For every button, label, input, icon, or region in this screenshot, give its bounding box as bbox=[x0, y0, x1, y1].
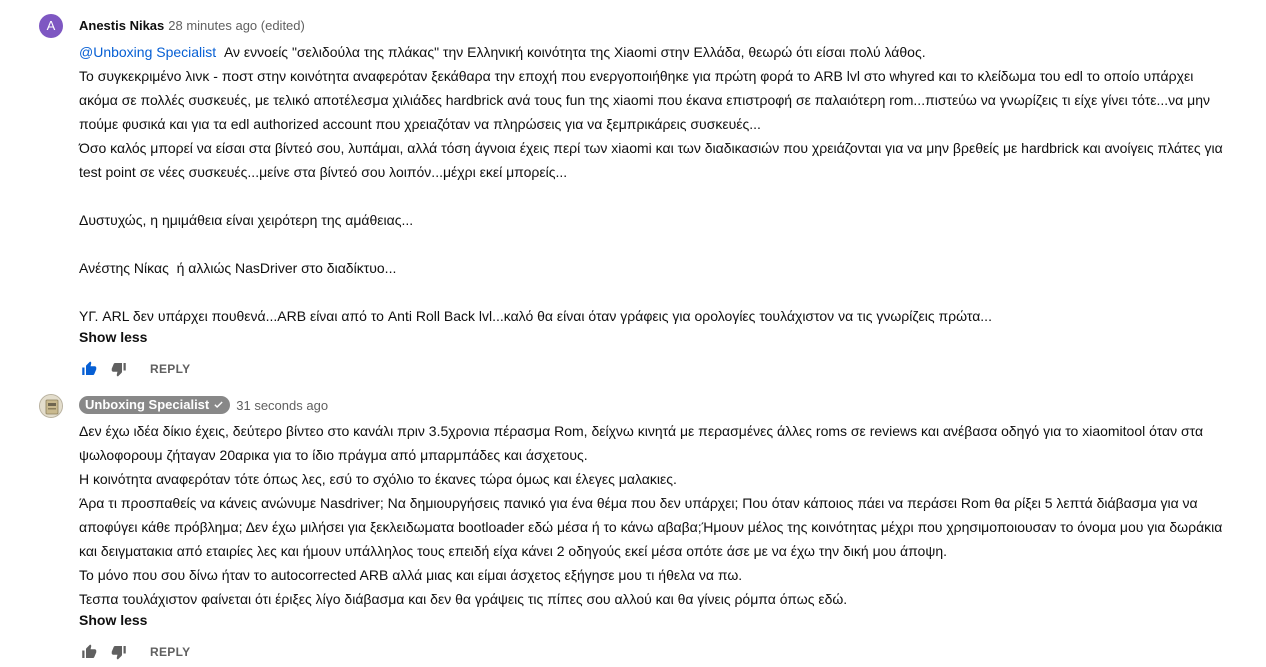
comment-line: Η κοινότητα αναφερόταν τότε όπως λες, εσύ το σχόλιο το έκανες τώρα όμως και έλεγες μαλακιες. bbox=[79, 471, 677, 487]
comment-line: Όσο καλός μπορεί να είσαι στα βίντεό σου, λυπάμαι, αλλά τόση άγνοια έχεις περί των xiaomi και των διαδικασιών που χρειάζονται για να μην βρεθείς με hardbrick και ανοίγεις πλάτες για test point σε νέες συσκευές...μείνε στα βίντεό σου λοιπόν...μέχρι εκεί μπορείς... bbox=[79, 140, 1223, 180]
reply-button[interactable]: REPLY bbox=[150, 645, 191, 659]
avatar[interactable] bbox=[39, 394, 63, 418]
comment-line: Δυστυχώς, η ημιμάθεια είναι χειρότερη της αμάθειας... bbox=[79, 212, 414, 228]
like-button[interactable] bbox=[79, 359, 99, 379]
blank-line bbox=[79, 232, 1229, 256]
comment-line: Τεσπα τουλάχιστον φαίνεται ότι έριξες λίγο διάβασμα και δεν θα γράψεις τις πίπες σου αλλού και θα γίνεις ρόμπα όπως εδώ. bbox=[79, 591, 848, 607]
comment-author[interactable]: Anestis Nikas bbox=[79, 17, 165, 33]
thumb-down-icon bbox=[110, 360, 128, 378]
check-icon bbox=[213, 399, 224, 410]
comment-timestamp[interactable]: 28 minutes ago (edited) bbox=[168, 17, 305, 33]
thumb-up-icon bbox=[80, 643, 98, 661]
comment-body bbox=[79, 40, 1229, 328]
creator-author-chip[interactable] bbox=[79, 396, 230, 414]
comment-line: Το συγκεκριμένο λινκ - ποστ στην κοινότητα αναφερόταν ξεκάθαρα την εποχή που ενεργοποιήθηκε για πρώτη φορά το ARB lvl στο whyred και το κλείδωμα του edl το οποίο υπάρχει ακόμα σε πολλές συσκευές, με τελικό αποτέλεσμα χιλιάδες hardbrick ανά τους fun της xiaomi που έκανα επιστροφή σε παλαιότερη rom...πιστεύω να γνωρίζεις τι είχε γίνει τότε...να μην πούμε φυσικά και για τα edl authorized account που χρειαζόταν να πληρώσεις για να ξεμπρικάρεις συσκευές... bbox=[79, 68, 1210, 132]
show-less-button[interactable]: Show less bbox=[79, 612, 148, 628]
dislike-button[interactable] bbox=[109, 642, 129, 662]
thumb-up-filled-icon bbox=[80, 360, 98, 378]
comment-author: Unboxing Specialist bbox=[85, 397, 210, 412]
blank-line bbox=[79, 280, 1229, 304]
comment-line: Ανέστης Νίκας ή αλλιώς NasDriver στο διαδίκτυο... bbox=[79, 260, 397, 276]
reply-button[interactable]: REPLY bbox=[150, 362, 191, 376]
comment-actions bbox=[79, 359, 190, 379]
dislike-button[interactable] bbox=[109, 359, 129, 379]
mention-link[interactable]: @Unboxing Specialist bbox=[79, 44, 217, 60]
like-button[interactable] bbox=[79, 642, 99, 662]
comment-line: Δεν έχω ιδέα δίκιο έχεις, δεύτερο βίντεο στο κανάλι πριν 3.5χρονια πέρασμα Rom, δείχνω κινητά με περασμένες άλλες roms σε reviews και ανέβασα οδηγό για το xiaomitool όταν στα ψωλοφορουμ ζήταγαν 20αρικα για το ίδιο πράγμα από μπαρμπάδες και άσχετους. bbox=[79, 423, 1204, 463]
comment-line: ΥΓ. ARL δεν υπάρχει πουθενά...ARB είναι από το Anti Roll Back lvl...καλό θα είναι όταν γράφεις για ορολογίες τουλάχιστον να τις γνωρίζεις πρώτα... bbox=[79, 308, 992, 324]
comment-header bbox=[79, 15, 305, 35]
show-less-button[interactable]: Show less bbox=[79, 329, 148, 345]
thumb-down-icon bbox=[110, 643, 128, 661]
blank-line bbox=[79, 184, 1229, 208]
comment-header bbox=[79, 395, 328, 415]
comment-body bbox=[79, 419, 1229, 611]
avatar-letter: A bbox=[46, 18, 56, 33]
avatar[interactable] bbox=[39, 14, 63, 38]
channel-avatar-icon bbox=[40, 395, 63, 418]
comment-line: Το μόνο που σου δίνω ήταν το autocorrected ARB αλλά μιας και είμαι άσχετος εξήγησε μου τι ήθελα να πω. bbox=[79, 567, 743, 583]
comment-line: @Unboxing Specialist Αν εννοείς "σελιδούλα της πλάκας" την Ελληνική κοινότητα της Xiaomi στην Ελλάδα, θεωρώ ότι είσαι πολύ λάθος. bbox=[79, 44, 926, 60]
comment-actions bbox=[79, 642, 190, 662]
comment-line: Άρα τι προσπαθείς να κάνεις ανώνυμε Nasdriver; Να δημιουργήσεις πανικό για ένα θέμα που δεν υπάρχει; Που όταν κάποιος πάει να περάσει Rom θα ρίξει 5 λεπτά διάβασμα για να αποφύγει κάθε πρόβλημα; Δεν έχω μιλήσει για ξεκλειδωματα bootloader εδώ μέσα ή το κάνω αβαβα;Ήμουν μέλος της κοινότητας μέχρι που χρησιμοποιουσαν το όνομα μου για δωράκια και δειγματακια από εταιρίες λες και ήμουν υπάλληλος τους επειδή είχα κάνει 2 οδηγούς εκεί μέσα οπότε άσε με να έχω την δική μου άποψη. bbox=[79, 495, 1223, 559]
comment-timestamp[interactable]: 31 seconds ago bbox=[236, 397, 329, 413]
